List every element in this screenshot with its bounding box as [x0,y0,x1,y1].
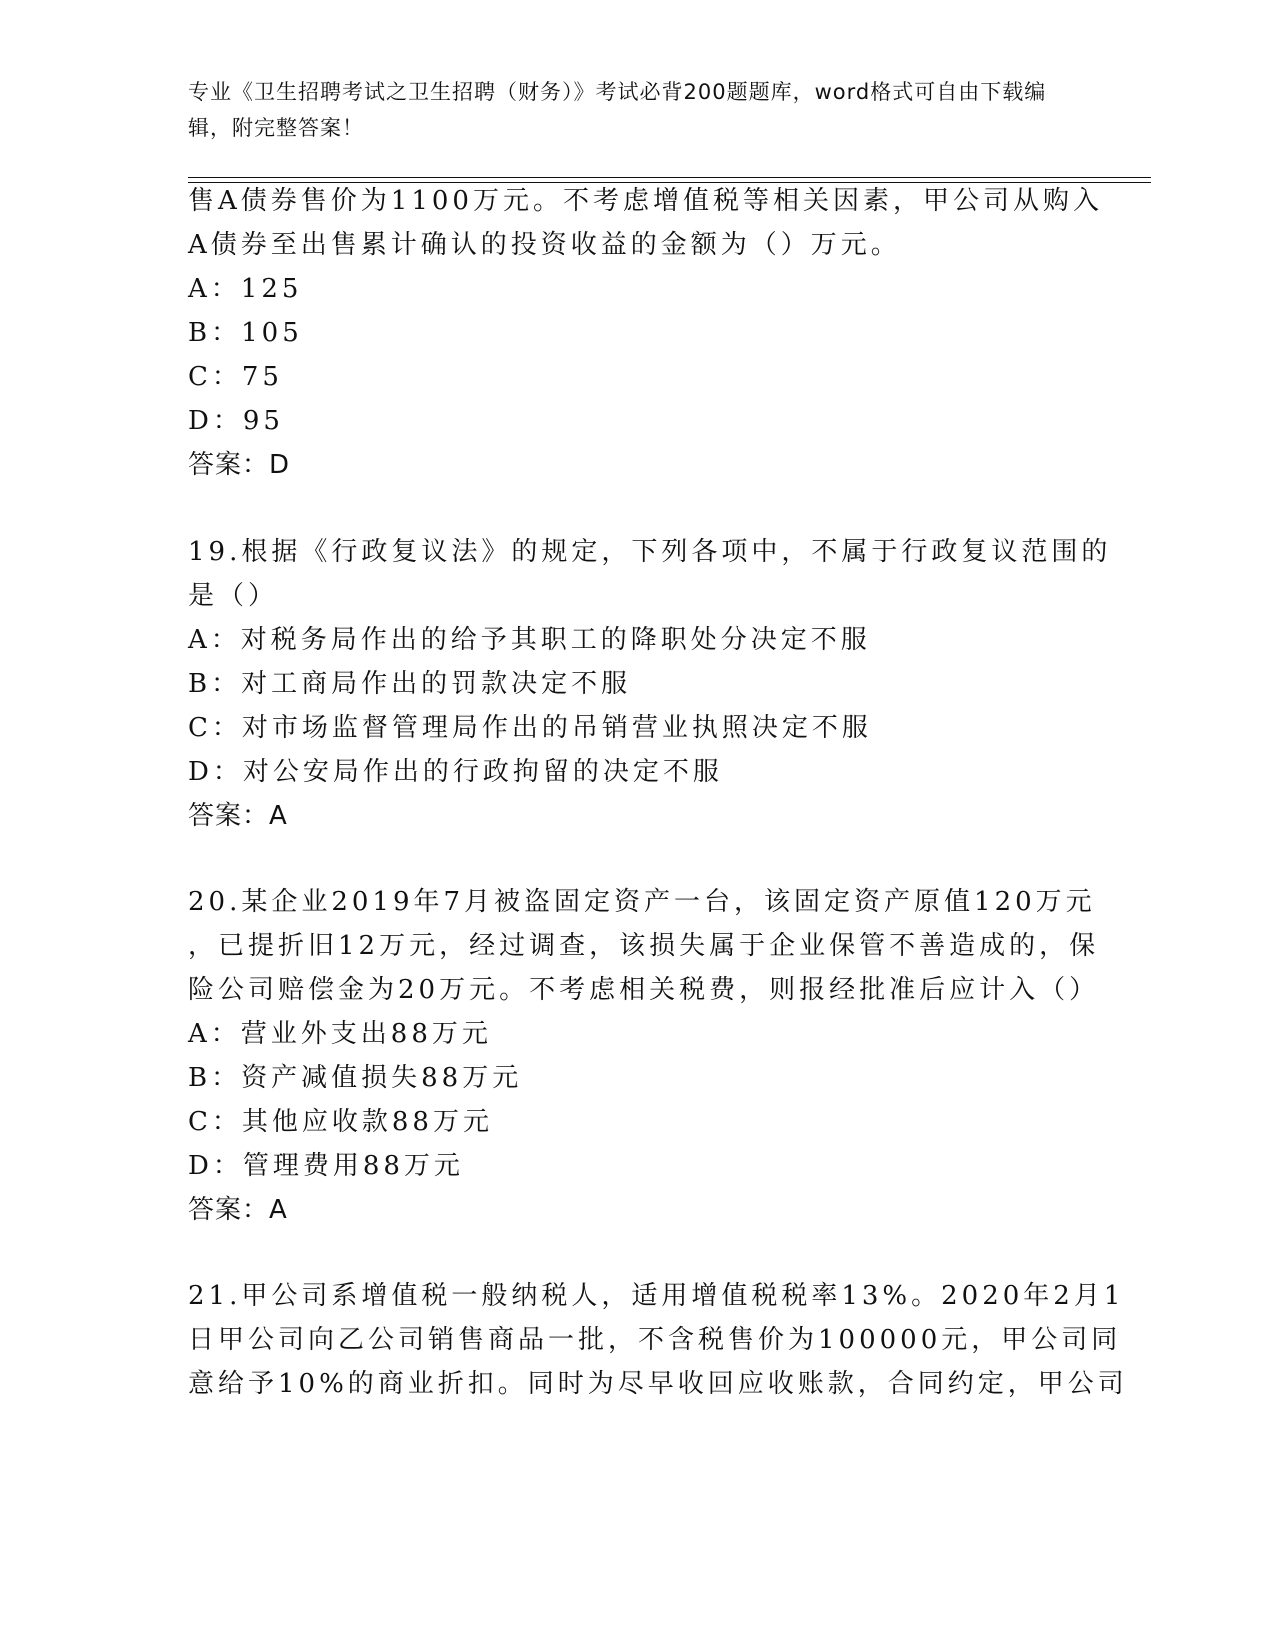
q19-option-a: A：对税务局作出的给予其职工的降职处分决定不服 [188,625,871,655]
q18-option-c: C：75 [188,362,283,392]
q20-option-a: A：营业外支出88万元 [188,1019,492,1049]
q21-stem-line-1: 21.甲公司系增值税一般纳税人，适用增值税税率13%。2020年2月1 [188,1281,1125,1311]
q21-stem-line-2: 日甲公司向乙公司销售商品一批，不含税售价为100000元，甲公司同 [188,1325,1122,1355]
header-divider-bottom [188,182,1151,183]
q19-stem-line-2: 是（） [188,581,279,611]
q20-answer: 答案：A [188,1195,288,1225]
q18-option-d: D：95 [188,406,284,436]
q20-option-b: B：资产减值损失88万元 [188,1063,523,1093]
q20-stem-line-3: 险公司赔偿金为20万元。不考虑相关税费，则报经批准后应计入（） [188,975,1100,1005]
document-header: 专业《卫生招聘考试之卫生招聘（财务）》考试必背200题题库，word格式可自由下载编辑，附完整答案！ [188,80,1047,140]
q19-option-c: C：对市场监督管理局作出的吊销营业执照决定不服 [188,713,872,743]
q20-option-c: C：其他应收款88万元 [188,1107,493,1137]
q21-stem-line-3: 意给予10%的商业折扣。同时为尽早收回应收账款，合同约定，甲公司 [188,1369,1128,1399]
q18-option-b: B：105 [188,318,303,348]
q18-option-a: A：125 [188,274,303,304]
q19-answer: 答案：A [188,801,288,831]
q19-option-d: D：对公安局作出的行政拘留的决定不服 [188,757,723,787]
q20-stem-line-2: ，已提折旧12万元，经过调查，该损失属于企业保管不善造成的，保 [188,931,1100,961]
q19-stem-line-1: 19.根据《行政复议法》的规定，下列各项中，不属于行政复议范围的 [188,537,1112,567]
q18-stem-line-1: 售A债券售价为1100万元。不考虑增值税等相关因素，甲公司从购入 [188,186,1103,216]
header-divider-top [188,177,1151,178]
q18-answer: 答案：D [188,450,291,480]
q20-stem-line-1: 20.某企业2019年7月被盗固定资产一台，该固定资产原值120万元 [188,887,1096,917]
q19-option-b: B：对工商局作出的罚款决定不服 [188,669,632,699]
q20-option-d: D：管理费用88万元 [188,1151,464,1181]
q18-stem-line-2: A债券至出售累计确认的投资收益的金额为（）万元。 [188,230,901,260]
